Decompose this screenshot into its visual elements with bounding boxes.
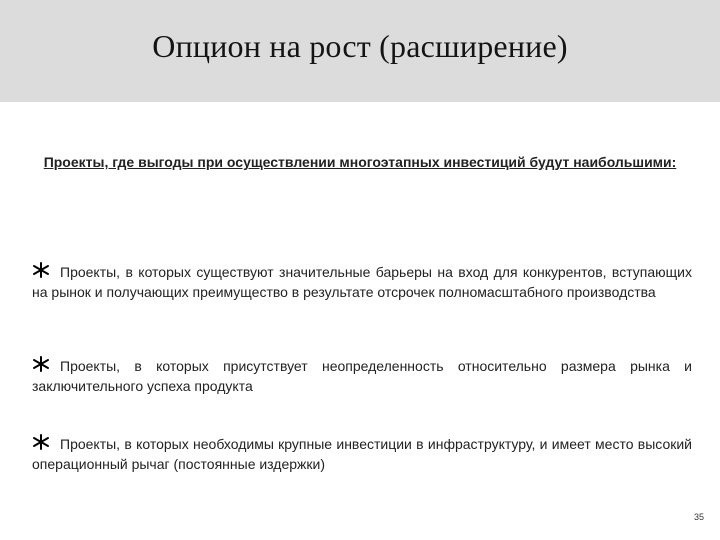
page-number: 35: [693, 512, 704, 522]
list-item: [32, 262, 692, 302]
title-banner: [0, 0, 720, 102]
list-item: [32, 434, 692, 474]
list-item-text: Проекты, в которых необходимы крупные инвестиции в инфраструктуру, и имеет место высокий операционный рычаг (постоянные издержки): [32, 436, 692, 472]
list-item-text: Проекты, в которых существуют значительные барьеры на вход для конкурентов, вступающих на рынок и получающих преимущество в результате отсрочек полномасштабного производства: [32, 264, 692, 300]
section-heading: Проекты, где выгоды при осуществлении многоэтапных инвестиций будут наибольшими:: [43, 154, 677, 170]
slide-title: Опцион на рост (расширение): [152, 28, 568, 64]
star-bullet-icon: [32, 262, 60, 278]
star-bullet-icon: [32, 356, 60, 372]
list-item-text: Проекты, в которых присутствует неопределенность относительно размера рынка и заключительного успеха продукта: [32, 358, 692, 394]
star-bullet-icon: [32, 434, 60, 450]
list-item: [32, 356, 692, 396]
